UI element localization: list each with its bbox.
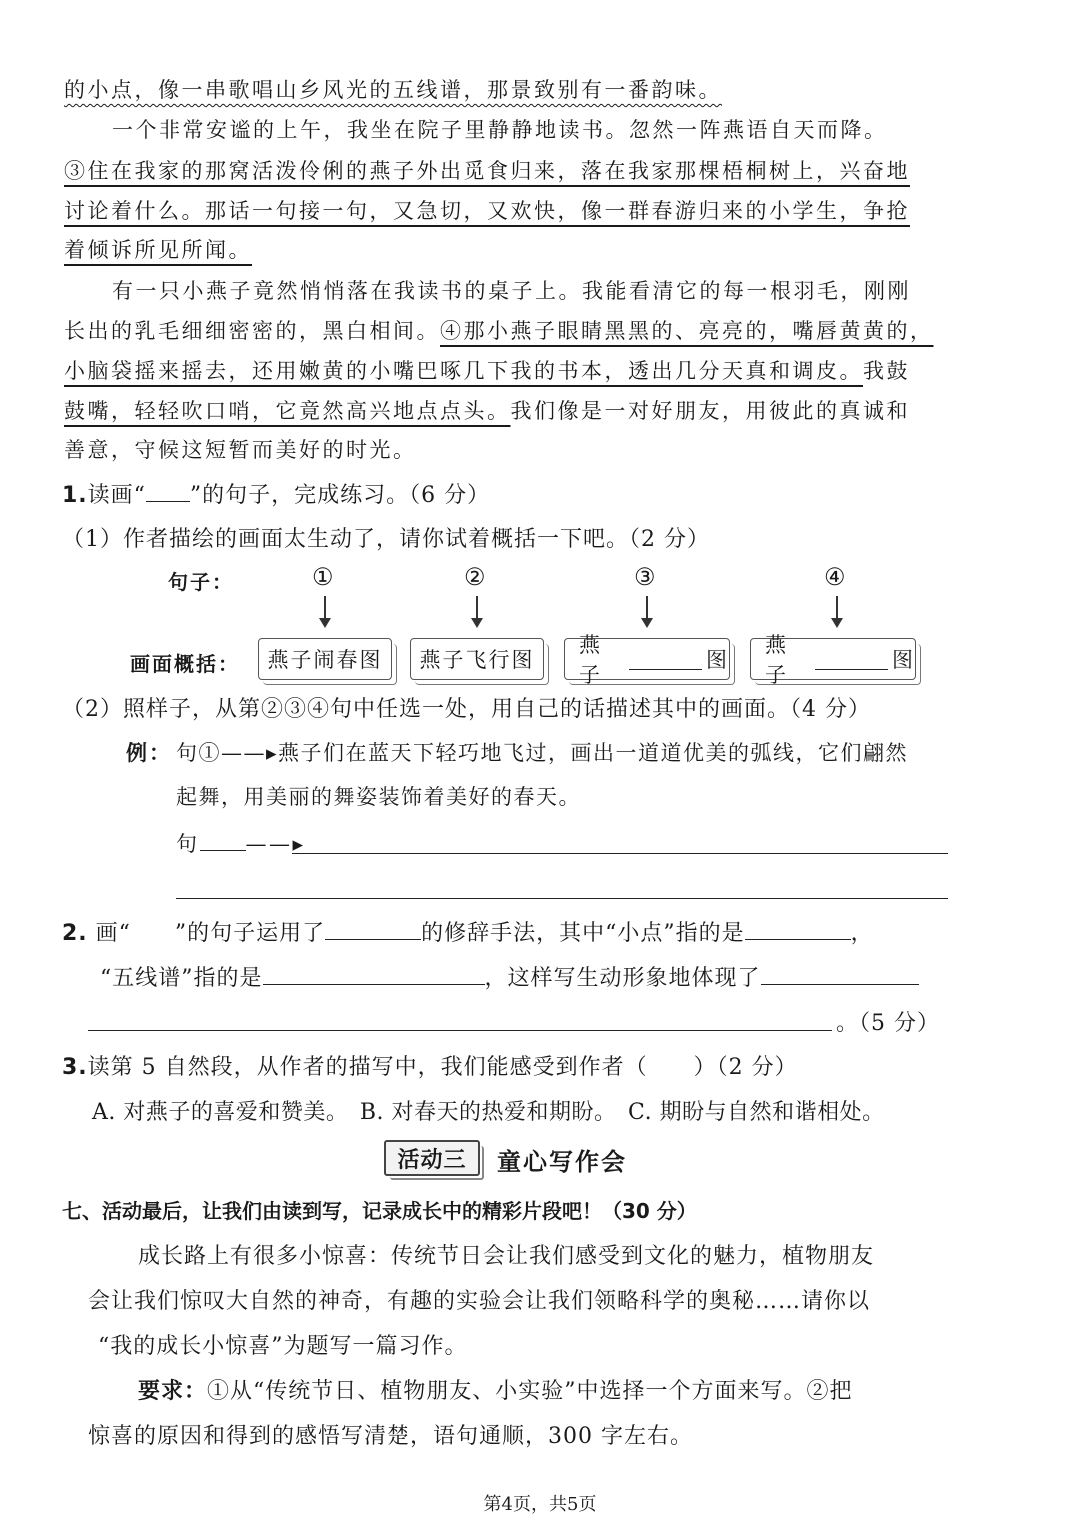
question-prefix: 读画“ bbox=[87, 483, 146, 508]
rhetoric-blank[interactable] bbox=[325, 919, 421, 940]
passage-line bbox=[64, 355, 910, 385]
sentence-label: 句子： bbox=[168, 570, 234, 594]
page-number: 第4页，共5页 bbox=[483, 1494, 597, 1515]
example-label: 例： bbox=[126, 740, 172, 765]
summary-box-4[interactable] bbox=[750, 633, 916, 687]
reflect-blank[interactable] bbox=[761, 964, 919, 985]
wavy-symbol bbox=[131, 921, 175, 946]
question-1-part-1: （1）作者描绘的画面太生动了，请你试着概括一下吧。（2 分） bbox=[62, 527, 710, 552]
answer-line[interactable] bbox=[176, 898, 948, 899]
passage-text: 我鼓 bbox=[863, 359, 910, 383]
section-tag: 活动三 bbox=[384, 1140, 480, 1176]
prompt-line: 成长路上有很多小惊喜：传统节日会让我们感受到文化的魅力，植物朋友 bbox=[138, 1244, 875, 1269]
passage-line bbox=[64, 395, 910, 425]
answer-line[interactable] bbox=[292, 853, 948, 854]
passage-line bbox=[64, 315, 934, 345]
box-prefix: 燕子 bbox=[765, 633, 788, 687]
underlined-sentence: ③住在我家的那窝活泼伶俐的燕子外出觅食归来，落在我家那棵梧桐树上，兴奋地 bbox=[64, 159, 910, 183]
question-number: 1. bbox=[62, 483, 88, 508]
summary-box-2: 燕子飞行图 bbox=[410, 638, 544, 680]
passage-line: 有一只小燕子竟然悄悄落在我读书的桌子上。我能看清它的每一根羽毛，刚刚 bbox=[112, 279, 911, 303]
prompt-line: 会让我们惊叹大自然的神奇，有趣的实验会让我们领略科学的奥秘……请你以 bbox=[88, 1289, 871, 1314]
q2-text: ， bbox=[850, 921, 874, 946]
passage-line: 善意，守候这短暂而美好的时光。 bbox=[64, 438, 417, 462]
requirement-line: 惊喜的原因和得到的感悟写清楚，语句通顺，300 字左右。 bbox=[88, 1424, 693, 1449]
question-7-heading: 七、活动最后，让我们由读到写，记录成长中的精彩片段吧！（30 分） bbox=[62, 1199, 697, 1223]
staff-blank[interactable] bbox=[263, 964, 485, 985]
underlined-sentence: 鼓嘴，轻轻吹口哨，它竟然高兴地点点头。 bbox=[64, 399, 511, 423]
question-3 bbox=[62, 1050, 798, 1081]
underline-symbol bbox=[146, 481, 190, 502]
section-title: 童心写作会 bbox=[497, 1148, 627, 1176]
question-text: 读第 5 自然段，从作者的描写中，我们能感受到作者（ ）（2 分） bbox=[87, 1055, 798, 1080]
underlined-sentence: ④那小燕子眼睛黑黑的、亮亮的，嘴唇黄黄的， bbox=[440, 319, 934, 343]
requirement-label: 要求： bbox=[138, 1379, 208, 1404]
small-dot-blank[interactable] bbox=[745, 919, 851, 940]
answer-line[interactable] bbox=[88, 1030, 832, 1031]
box-suffix: 图 bbox=[892, 648, 915, 672]
question-number: 2. bbox=[62, 921, 88, 946]
requirement-line bbox=[138, 1374, 853, 1405]
passage-text: 长出的乳毛细细密密的，黑白相间。 bbox=[64, 319, 440, 343]
answer-prefix: 句 bbox=[176, 832, 200, 856]
arrow-icon: ——▸ bbox=[245, 832, 306, 856]
sentence-marker: ② bbox=[464, 563, 486, 591]
down-arrow-icon bbox=[646, 596, 648, 620]
q2-text: 的修辞手法，其中“小点”指的是 bbox=[421, 921, 745, 946]
requirement-text: ①从“传统节日、植物朋友、小实验”中选择一个方面来写。②把 bbox=[207, 1379, 853, 1404]
sentence-marker: ④ bbox=[824, 563, 846, 591]
passage-line: 一个非常安谧的上午，我坐在院子里静静地读书。忽然一阵燕语自天而降。 bbox=[112, 118, 888, 142]
answer-blank[interactable] bbox=[629, 649, 702, 670]
q2-text: “五线谱”指的是 bbox=[100, 966, 263, 991]
passage-line: 的小点，像一串歌唱山乡风光的五线谱，那景致别有一番韵味。 bbox=[64, 78, 722, 102]
box-suffix: 图 bbox=[706, 648, 729, 672]
question-suffix: ”的句子，完成练习。（6 分） bbox=[189, 483, 491, 508]
example-text: 句①——▸燕子们在蓝天下轻巧地飞过，画出一道道优美的弧线，它们翩然 bbox=[176, 741, 909, 765]
box-prefix: 燕子 bbox=[579, 633, 602, 687]
prompt-line: “我的成长小惊喜”为题写一篇习作。 bbox=[98, 1334, 468, 1359]
sentence-marker: ① bbox=[312, 563, 334, 591]
q2-score: 。（5 分） bbox=[836, 1011, 940, 1036]
sentence-marker: ③ bbox=[634, 563, 656, 591]
summary-box-3[interactable] bbox=[564, 633, 730, 687]
answer-line-label bbox=[176, 828, 306, 858]
summary-box-1: 燕子闹春图 bbox=[258, 638, 392, 680]
q2-text: ”的句子运用了 bbox=[174, 921, 326, 946]
answer-blank[interactable] bbox=[815, 649, 888, 670]
question-1 bbox=[62, 478, 490, 509]
summary-label: 画面概括： bbox=[130, 652, 240, 676]
question-2 bbox=[62, 916, 874, 947]
sentence-number-blank[interactable] bbox=[200, 830, 246, 851]
example-text: 起舞，用美丽的舞姿装饰着美好的春天。 bbox=[176, 785, 581, 809]
question-1-part-2: （2）照样子，从第②③④句中任选一处，用自己的话描述其中的画面。（4 分） bbox=[62, 697, 871, 722]
q2-text: ，这样写生动形象地体现了 bbox=[484, 966, 761, 991]
question-2-line-2 bbox=[100, 961, 919, 992]
passage-text: 我们像是一对好朋友，用彼此的真诚和 bbox=[510, 399, 910, 423]
down-arrow-icon bbox=[324, 596, 326, 620]
q2-text: 画“ bbox=[95, 921, 131, 946]
question-3-options: A. 对燕子的喜爱和赞美。 B. 对春天的热爱和期盼。 C. 期盼与自然和谐相处。 bbox=[92, 1100, 885, 1125]
down-arrow-icon bbox=[476, 596, 478, 620]
down-arrow-icon bbox=[836, 596, 838, 620]
underlined-sentence: 小脑袋摇来摇去，还用嫩黄的小嘴巴啄几下我的书本，透出几分天真和调皮。 bbox=[64, 359, 863, 383]
question-number: 3. bbox=[62, 1055, 88, 1080]
underlined-sentence: 着倾诉所见所闻。 bbox=[64, 238, 252, 262]
underlined-sentence: 讨论着什么。那话一句接一句，又急切，又欢快，像一群春游归来的小学生，争抢 bbox=[64, 199, 910, 223]
